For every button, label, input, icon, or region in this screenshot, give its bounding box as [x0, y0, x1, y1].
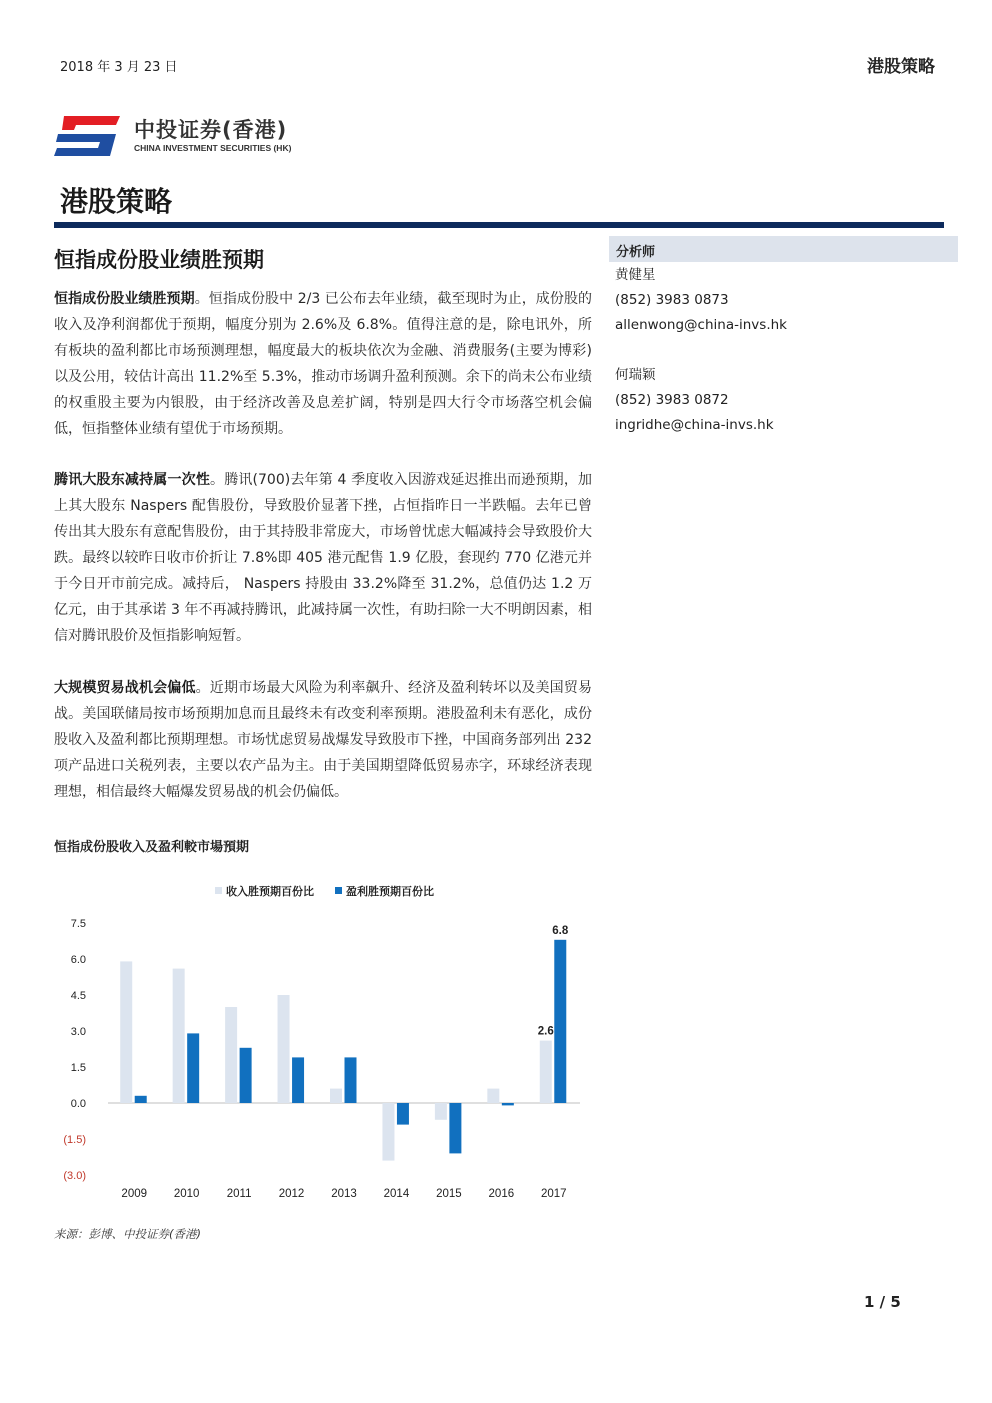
bar	[397, 1103, 409, 1125]
paragraph-3	[54, 675, 592, 805]
logo-name-en: CHINA INVESTMENT SECURITIES (HK)	[134, 143, 292, 153]
paragraph-lead: 恒指成份股业绩胜预期	[54, 291, 195, 307]
bar	[225, 1007, 237, 1103]
bar	[187, 1033, 199, 1103]
data-label: 2.6	[537, 1025, 554, 1038]
page-number: 1 / 5	[864, 1293, 901, 1311]
source-note: 来源：彭博、中投证券(香港)	[54, 1227, 201, 1241]
bar	[487, 1089, 499, 1103]
report-date: 2018 年 3 月 23 日	[60, 60, 178, 75]
paragraph-sep: 。	[194, 291, 209, 307]
logo-mark-icon	[54, 112, 124, 160]
x-tick-label: 2016	[488, 1188, 515, 1200]
analyst-card	[615, 363, 774, 438]
y-tick-label: 7.5	[70, 918, 86, 930]
bar	[292, 1057, 304, 1103]
title-divider	[54, 222, 944, 228]
legend-label: 盈利胜预期百份比	[346, 885, 434, 898]
analyst-card	[615, 263, 787, 338]
paragraph-body: 恒指成份股中 2/3 已公布去年业绩，截至现时为止，成份股的收入及净利润都优于预期，幅度分别为 2.6%及 6.8%。值得注意的是，除电讯外，所有板块的盈利都比市场预测理想，幅度最大的板块依次为金融、消费服务(主要为博彩)以及公用，较估计高出 11.2%至 5.3%，推动市场调升盈利预测。余下的尚未公布业绩的权重股主要为内银股，由于经济改善及息差扩阔，特别是四大行令市场落空机会偏低，恒指整体业绩有望优于市场预期。	[54, 291, 593, 437]
bar	[449, 1103, 461, 1153]
bar	[554, 940, 566, 1103]
x-tick-label: 2009	[121, 1188, 148, 1200]
analyst-name: 黄健星	[615, 267, 656, 283]
bar	[278, 995, 290, 1103]
y-tick-label: (1.5)	[63, 1134, 86, 1146]
y-tick-label: 4.5	[70, 990, 86, 1002]
analyst-name: 何瑞颖	[615, 367, 656, 383]
analyst-header-label: 分析师	[616, 245, 656, 260]
x-tick-label: 2015	[436, 1188, 462, 1200]
bar	[120, 961, 132, 1103]
paragraph-lead: 腾讯大股东减持属一次性	[54, 472, 210, 488]
paragraph-lead: 大规模贸易战机会偏低	[54, 680, 196, 696]
bar	[540, 1041, 552, 1103]
analyst-phone: (852) 3983 0873	[615, 292, 729, 308]
paragraph-sep: 。	[195, 680, 210, 696]
bar	[135, 1096, 147, 1103]
chart-title: 恒指成份股收入及盈利較市場預期	[54, 840, 250, 855]
y-tick-label: (3.0)	[63, 1170, 86, 1182]
company-logo	[54, 112, 314, 160]
earnings-beat-chart	[50, 872, 590, 1212]
y-tick-label: 3.0	[70, 1026, 86, 1038]
analyst-email[interactable]: ingridhe@china-invs.hk	[615, 417, 774, 433]
x-tick-label: 2014	[383, 1188, 410, 1200]
paragraph-2	[54, 467, 592, 649]
paragraph-body: 近期市场最大风险为利率飙升、经济及盈利转坏以及美国贸易战。美国联储局按市场预期加息而且最终未有改变利率预期。港股盈利未有恶化，成份股收入及盈利都比预期理想。市场忧虑贸易战爆发导致股市下挫，中国商务部列出 232 项产品进口关税列表，主要以农产品为主。由于美国期望降低贸易赤字，环球经济表现理想，相信最终大幅爆发贸易战的机会仍偏低。	[54, 680, 593, 800]
y-tick-label: 0.0	[70, 1098, 86, 1110]
x-tick-label: 2012	[278, 1188, 305, 1200]
y-tick-label: 1.5	[70, 1062, 86, 1074]
paragraph-sep: 。	[210, 472, 225, 488]
bar	[330, 1089, 342, 1103]
section-title: 港股策略	[60, 185, 173, 218]
analyst-email[interactable]: allenwong@china-invs.hk	[615, 317, 787, 333]
bar	[382, 1103, 394, 1161]
header-category: 港股策略	[867, 57, 935, 77]
legend-swatch	[335, 887, 342, 894]
analyst-phone: (852) 3983 0872	[615, 392, 729, 408]
report-headline: 恒指成份股业绩胜预期	[54, 248, 264, 272]
x-tick-label: 2017	[540, 1188, 567, 1200]
x-tick-label: 2013	[331, 1188, 357, 1200]
bar	[173, 969, 185, 1103]
analyst-header	[609, 236, 958, 262]
x-tick-label: 2011	[226, 1188, 252, 1200]
paragraph-1	[54, 286, 592, 442]
y-tick-label: 6.0	[70, 954, 86, 966]
legend-label: 收入胜预期百份比	[226, 885, 314, 898]
paragraph-body: 腾讯(700)去年第 4 季度收入因游戏延迟推出而逊预期，加上其大股东 Naspers 配售股份，导致股价显著下挫，占恒指昨日一半跌幅。去年已曾传出其大股东有意配售股份，由于其持股非常庞大，市场曾忧虑大幅减持会导致股价大跌。最终以较昨日收市价折让 7.8%即 405 港元配售 1.9 亿股，套现约 770 亿港元并于今日开市前完成。减持后， Naspers 持股由 33.2%降至 31.2%，总值仍达 1.2 万亿元，由于其承诺 3 年不再减持腾讯，此减持属一次性，有助扫除一大不明朗因素，相信对腾讯股价及恒指影响短暂。	[54, 472, 593, 644]
bar	[435, 1103, 447, 1120]
bar	[240, 1048, 252, 1103]
x-tick-label: 2010	[173, 1188, 200, 1200]
bar	[502, 1103, 514, 1105]
logo-name-cn: 中投证券(香港)	[134, 118, 288, 142]
data-label: 6.8	[552, 924, 569, 937]
legend-swatch	[215, 887, 222, 894]
bar	[345, 1057, 357, 1103]
